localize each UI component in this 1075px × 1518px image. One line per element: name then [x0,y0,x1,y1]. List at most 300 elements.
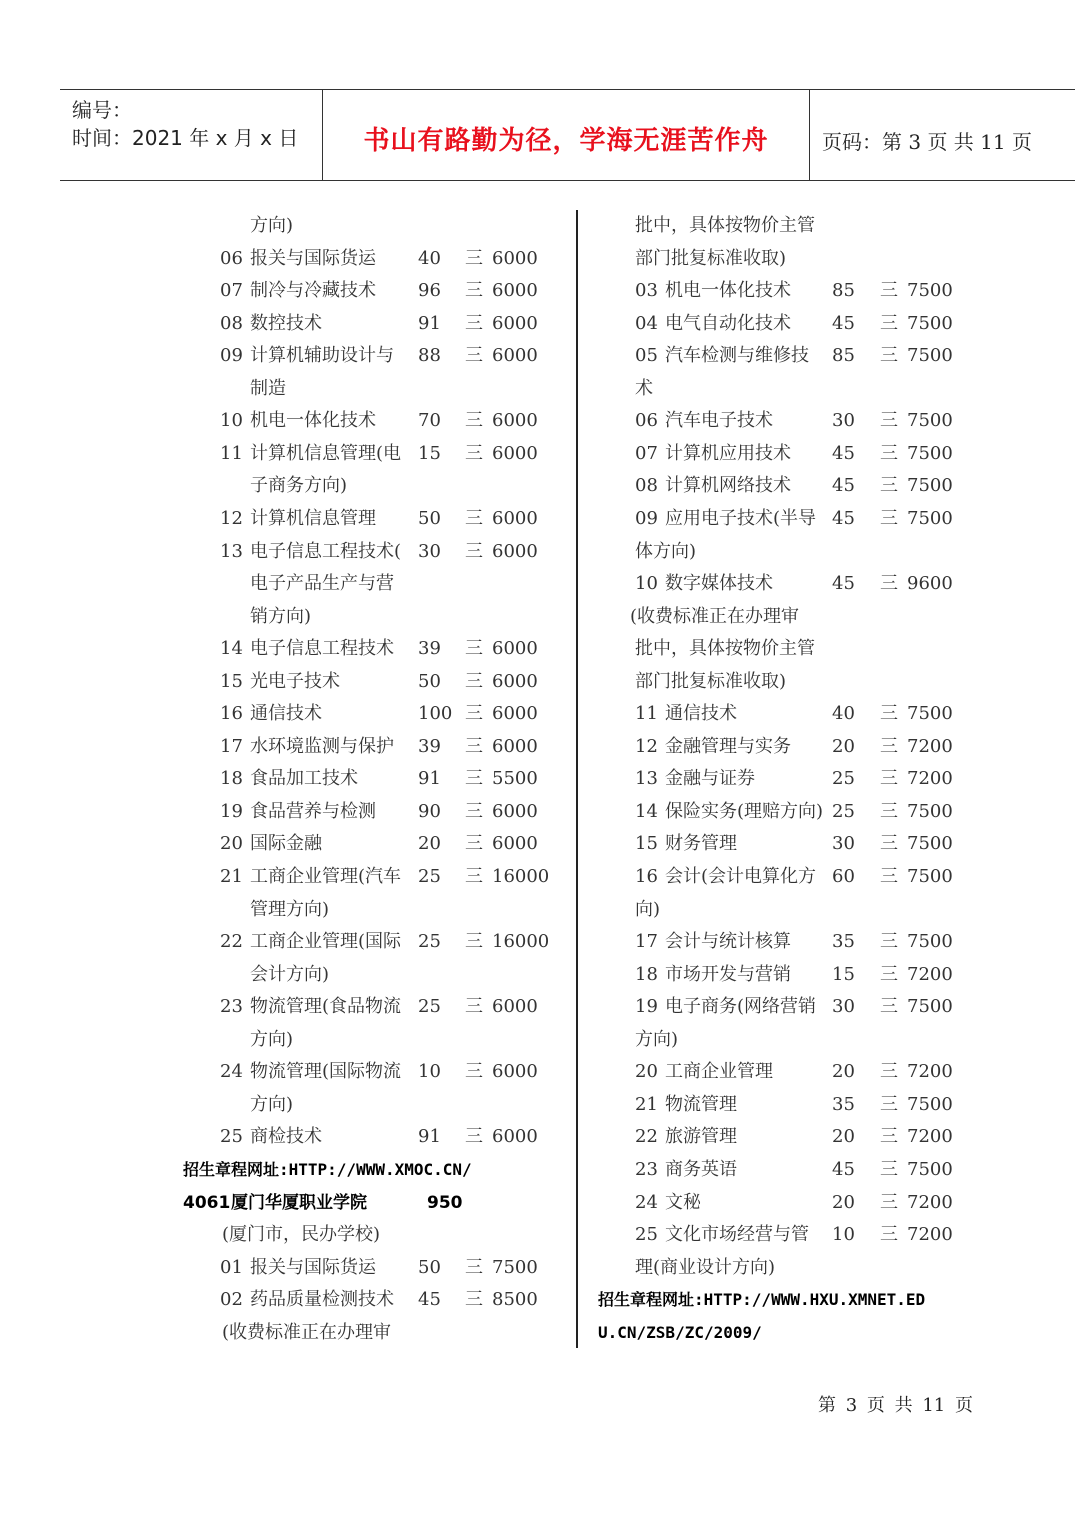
major-code: 21 [635,1093,658,1115]
major-name: 数控技术 [250,312,322,334]
study-years: 三 [465,996,483,1018]
major-code: 17 [220,735,243,757]
major-code: 11 [635,703,658,725]
major-name: 机电一体化技术 [665,280,791,302]
major-name: 金融管理与实务 [665,735,791,757]
enrollment-count: 20 [832,1126,855,1148]
enrollment-count: 10 [832,1224,855,1246]
major-name: 计算机信息管理 [250,507,376,529]
tuition-fee: 6000 [492,280,538,302]
major-code: 14 [635,800,658,822]
major-name: 汽车电子技术 [665,410,773,432]
tuition-fee: 6000 [492,833,538,855]
major-code: 14 [220,638,243,660]
enrollment-count: 39 [418,638,441,660]
tuition-fee: 6000 [492,638,538,660]
tuition-fee: 16000 [492,931,550,953]
list-item [0,340,575,372]
list-item [0,1252,575,1284]
enrollment-count: 25 [418,996,441,1018]
enrollment-count: 20 [832,735,855,757]
study-years: 三 [880,507,898,529]
enrollment-count: 96 [418,280,441,302]
tuition-fee: 7500 [907,312,953,334]
tuition-fee: 7200 [907,768,953,790]
major-name: 食品加工技术 [250,768,358,790]
tuition-fee: 7500 [907,442,953,464]
study-years: 三 [465,442,483,464]
header-page-cell [810,90,1075,180]
major-name: 商检技术 [250,1126,322,1148]
tuition-fee: 6000 [492,442,538,464]
major-name: 商务英语 [665,1158,737,1180]
tuition-fee: 16000 [492,866,550,887]
major-name: 文秘 [665,1191,701,1213]
list-item [580,828,1075,860]
study-years: 三 [465,735,483,757]
list-item [580,731,1075,763]
list-item [0,894,575,926]
continuation-text: 部门批复标准收取) [635,670,787,692]
list-item [580,1187,1075,1219]
enrollment-count: 91 [418,768,441,790]
major-name: 水环境监测与保护 [250,735,394,757]
study-years: 三 [465,280,483,302]
study-years: 三 [880,280,898,302]
study-years: 三 [880,768,898,790]
enrollment-count: 45 [832,573,855,595]
continuation-text: 体方向) [635,540,697,562]
list-item [580,1219,1075,1251]
enrollment-count: 88 [418,345,441,367]
study-years: 三 [465,800,483,822]
study-years: 三 [880,996,898,1018]
list-item [580,796,1075,828]
enrollment-count: 30 [832,410,855,432]
major-code: 20 [635,1061,658,1083]
list-item [580,1056,1075,1088]
major-name: 计算机辅助设计与 [250,345,394,367]
study-years: 三 [880,703,898,725]
tuition-fee: 7500 [907,507,953,529]
enrollment-count: 40 [418,247,441,269]
study-years: 三 [465,1289,483,1311]
list-item [0,1317,575,1349]
tuition-fee: 6000 [492,735,538,757]
tuition-fee: 6000 [492,996,538,1018]
study-years: 三 [465,410,483,432]
major-name: 金融与证券 [665,768,755,790]
major-code: 23 [635,1158,658,1180]
enrollment-count: 30 [418,540,441,562]
tuition-fee: 7200 [907,963,953,985]
study-years: 三 [880,312,898,334]
major-name: 食品营养与检测 [250,800,376,822]
list-item [580,991,1075,1023]
tuition-fee: 7500 [492,1256,538,1278]
continuation-text: 方向) [250,1093,294,1115]
school-total: 950 [427,1192,463,1213]
study-years: 三 [880,1158,898,1180]
major-name: 机电一体化技术 [250,410,376,432]
study-years: 三 [880,800,898,822]
tuition-fee: 7500 [907,1158,953,1180]
list-item [580,210,1075,242]
continuation-text: 销方向) [250,605,312,627]
tuition-fee: 6000 [492,1126,538,1148]
list-item [0,536,575,568]
continuation-text: 子商务方向) [250,475,348,497]
tuition-fee: 7200 [907,1224,953,1246]
major-code: 07 [220,280,243,302]
list-item [0,666,575,698]
list-item [0,438,575,470]
major-name: 通信技术 [250,703,322,725]
tuition-fee: 7500 [907,1093,953,1115]
enrollment-count: 20 [832,1191,855,1213]
major-code: 19 [220,800,243,822]
major-name: 电子信息工程技术 [250,638,394,660]
tuition-fee: 6000 [492,800,538,822]
study-years: 三 [880,1061,898,1083]
enrollment-count: 85 [832,280,855,302]
continuation-text: (厦门市，民办学校) [222,1224,381,1246]
list-item [0,959,575,991]
study-years: 三 [880,573,898,595]
major-code: 22 [635,1126,658,1148]
admission-url: U.CN/ZSB/ZC/2009/ [598,1322,762,1342]
study-years: 三 [465,1126,483,1148]
continuation-text: 部门批复标准收取) [635,247,787,269]
major-code: 17 [635,931,658,953]
enrollment-count: 25 [418,931,441,953]
enrollment-count: 30 [832,996,855,1018]
continuation-text: 制造 [250,377,286,399]
enrollment-count: 40 [832,703,855,725]
tuition-fee: 6000 [492,345,538,367]
major-name: 光电子技术 [250,670,340,692]
major-name: 制冷与冷藏技术 [250,280,376,302]
tuition-fee: 6000 [492,312,538,334]
major-code: 13 [635,768,658,790]
document-number-label: 编号： [72,98,132,122]
major-name: 会计(会计电算化方 [665,866,817,887]
document-time-label: 时间：2021 年 x 月 x 日 [72,126,299,150]
list-item [580,438,1075,470]
continuation-text: 电子产品生产与营 [250,573,394,595]
header-page-info: 页码：第 3 页 共 11 页 [822,130,1032,154]
tuition-fee: 7200 [907,1126,953,1148]
major-name: 应用电子技术(半导 [665,507,817,529]
continuation-text: 批中，具体按物价主管 [635,638,815,660]
enrollment-count: 45 [418,1289,441,1311]
header-motto-cell [323,90,810,180]
major-code: 24 [220,1061,243,1083]
study-years: 三 [465,247,483,269]
major-code: 25 [635,1224,658,1246]
enrollment-count: 50 [418,1256,441,1278]
major-name: 通信技术 [665,703,737,725]
tuition-fee: 7500 [907,345,953,367]
enrollment-count: 91 [418,312,441,334]
continuation-text: 向) [635,898,661,920]
major-code: 20 [220,833,243,855]
tuition-fee: 7200 [907,1191,953,1213]
page-footer: 第 3 页 共 11 页 [818,1395,973,1416]
enrollment-count: 25 [832,768,855,790]
enrollment-count: 45 [832,507,855,529]
major-code: 03 [635,280,658,302]
major-name: 工商企业管理 [665,1061,773,1083]
list-item [0,1284,575,1316]
enrollment-count: 30 [832,833,855,855]
study-years: 三 [465,833,483,855]
major-code: 09 [635,507,658,529]
study-years: 三 [465,1256,483,1278]
list-item [0,1187,575,1219]
enrollment-count: 35 [832,931,855,953]
tuition-fee: 5500 [492,768,538,790]
study-years: 三 [880,833,898,855]
list-item [0,275,575,307]
tuition-fee: 7500 [907,410,953,432]
enrollment-count: 25 [418,866,441,887]
tuition-fee: 9600 [907,573,953,595]
enrollment-count: 45 [832,442,855,464]
major-code: 13 [220,540,243,562]
major-name: 计算机信息管理(电 [250,442,402,464]
study-years: 三 [465,312,483,334]
major-name: 市场开发与营销 [665,963,791,985]
list-item [0,470,575,502]
list-item [0,1056,575,1088]
list-item [0,1121,575,1153]
study-years: 三 [880,735,898,757]
list-item [580,1317,1075,1349]
major-code: 23 [220,996,243,1018]
major-code: 08 [635,475,658,497]
major-name: 财务管理 [665,833,737,855]
list-item [0,861,575,893]
list-item [0,698,575,730]
list-item [580,926,1075,958]
study-years: 三 [880,1224,898,1246]
major-code: 04 [635,312,658,334]
major-code: 24 [635,1191,658,1213]
list-item [580,959,1075,991]
list-item [0,405,575,437]
continuation-text: 术 [635,377,653,399]
tuition-fee: 7500 [907,931,953,953]
enrollment-count: 45 [832,475,855,497]
enrollment-count: 10 [418,1061,441,1083]
major-code: 07 [635,442,658,464]
major-name: 旅游管理 [665,1126,737,1148]
study-years: 三 [880,475,898,497]
enrollment-count: 70 [418,410,441,432]
enrollment-count: 20 [418,833,441,855]
list-item [0,1219,575,1251]
list-item [580,666,1075,698]
major-code: 12 [635,735,658,757]
tuition-fee: 6000 [492,247,538,269]
continuation-text: (收费标准正在办理审 [630,605,800,627]
continuation-text: 理(商业设计方向) [635,1256,776,1278]
major-name: 文化市场经营与管 [665,1224,809,1246]
list-item [0,210,575,242]
study-years: 三 [880,1126,898,1148]
tuition-fee: 6000 [492,1061,538,1083]
list-item [580,1154,1075,1186]
tuition-fee: 7200 [907,735,953,757]
admission-url: 招生章程网址:HTTP://WWW.HXU.XMNET.ED [598,1290,926,1310]
major-name: 电气自动化技术 [665,312,791,334]
major-name: 国际金融 [250,833,322,855]
admission-url: 招生章程网址:HTTP://WWW.XMOC.CN/ [183,1159,472,1179]
major-name: 物流管理(国际物流 [250,1061,402,1083]
major-code: 16 [635,866,658,887]
major-name: 汽车检测与维修技 [665,345,809,367]
list-item [0,763,575,795]
list-item [580,698,1075,730]
list-item [0,926,575,958]
tuition-fee: 8500 [492,1289,538,1311]
tuition-fee: 7500 [907,800,953,822]
major-code: 06 [635,410,658,432]
major-code: 18 [635,963,658,985]
enrollment-count: 45 [832,1158,855,1180]
study-years: 三 [880,866,898,887]
study-years: 三 [880,963,898,985]
major-code: 09 [220,345,243,367]
study-years: 三 [465,703,483,725]
list-item [580,1089,1075,1121]
list-item [0,991,575,1023]
continuation-text: (收费标准正在办理审 [222,1321,392,1343]
enrollment-count: 50 [418,670,441,692]
study-years: 三 [465,670,483,692]
list-item [580,763,1075,795]
enrollment-count: 60 [832,866,855,887]
major-code: 18 [220,768,243,790]
list-item [0,243,575,275]
list-item [580,243,1075,275]
header-motto: 书山有路勤为径，学海无涯苦作舟 [363,126,769,156]
major-code: 06 [220,247,243,269]
study-years: 三 [465,1061,483,1083]
tuition-fee: 6000 [492,507,538,529]
list-item [0,373,575,405]
study-years: 三 [465,540,483,562]
list-item [580,470,1075,502]
enrollment-count: 25 [832,800,855,822]
list-item [580,536,1075,568]
study-years: 三 [465,768,483,790]
enrollment-count: 85 [832,345,855,367]
school-code: 4061 [183,1192,231,1213]
major-name: 物流管理(食品物流 [250,996,402,1018]
enrollment-count: 15 [418,442,441,464]
continuation-text: 方向) [635,1028,679,1050]
enrollment-count: 90 [418,800,441,822]
tuition-fee: 7500 [907,833,953,855]
major-code: 15 [635,833,658,855]
major-code: 10 [220,410,243,432]
major-name: 数字媒体技术 [665,573,773,595]
list-item [0,503,575,535]
major-name: 药品质量检测技术 [250,1289,394,1311]
enrollment-count: 91 [418,1126,441,1148]
study-years: 三 [880,1191,898,1213]
school-name: 厦门华厦职业学院 [231,1192,367,1213]
major-code: 22 [220,931,243,953]
list-item [0,796,575,828]
list-item [580,405,1075,437]
list-item [0,1154,575,1186]
enrollment-count: 45 [832,312,855,334]
continuation-text: 管理方向) [250,898,330,920]
tuition-fee: 6000 [492,670,538,692]
list-item [580,1121,1075,1153]
major-code: 02 [220,1289,243,1311]
enrollment-count: 15 [832,963,855,985]
list-item [0,1089,575,1121]
header-meta-cell [60,90,323,180]
major-code: 12 [220,507,243,529]
tuition-fee: 6000 [492,410,538,432]
tuition-fee: 7500 [907,475,953,497]
major-code: 05 [635,345,658,367]
continuation-text: 方向) [250,215,294,236]
major-code: 01 [220,1256,243,1278]
study-years: 三 [880,410,898,432]
list-item [0,568,575,600]
major-name: 保险实务(理赔方向) [665,800,824,822]
list-item [580,894,1075,926]
list-item [0,308,575,340]
list-item [580,275,1075,307]
list-item [0,828,575,860]
major-name: 电子商务(网络营销 [665,996,817,1018]
page-header [60,89,1075,181]
major-name: 电子信息工程技术( [250,540,402,562]
enrollment-count: 39 [418,735,441,757]
list-item [580,373,1075,405]
list-item [0,633,575,665]
list-item [0,601,575,633]
tuition-fee: 6000 [492,703,538,725]
major-code: 10 [635,573,658,595]
list-item [580,1252,1075,1284]
continuation-text: 方向) [250,1028,294,1050]
major-name: 计算机网络技术 [665,475,791,497]
study-years: 三 [465,507,483,529]
major-name: 计算机应用技术 [665,442,791,464]
tuition-fee: 7500 [907,703,953,725]
study-years: 三 [465,866,483,887]
major-code: 15 [220,670,243,692]
major-code: 21 [220,866,243,887]
major-code: 08 [220,312,243,334]
tuition-fee: 7500 [907,866,953,887]
column-divider [576,210,578,1348]
study-years: 三 [465,931,483,953]
list-item [580,1284,1075,1316]
continuation-text: 会计方向) [250,963,330,985]
major-name: 工商企业管理(汽车 [250,866,402,887]
enrollment-count: 20 [832,1061,855,1083]
list-item [580,601,1075,633]
